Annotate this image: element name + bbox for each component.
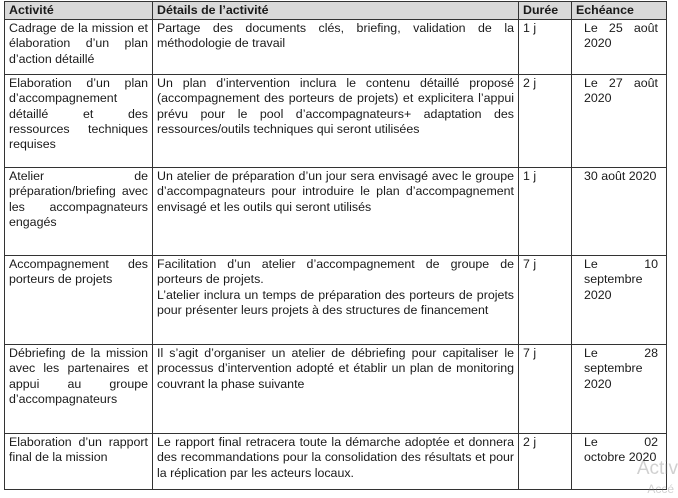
- cell-activite: Elaboration d’un rapport final de la mission: [5, 434, 153, 490]
- details-paragraph-2: L’atelier inclura un temps de préparation des porteurs de projets pour présenter leurs projets à des structures de financement: [157, 287, 514, 317]
- cell-activite: Elaboration d’un plan d’accompagnement détaillé et des ressources techniques requises: [5, 75, 153, 168]
- cell-duree: 1 j: [519, 168, 572, 256]
- cell-details: [153, 256, 519, 345]
- cell-duree: 2 j: [519, 75, 572, 168]
- header-details: Détails de l’activité: [153, 2, 519, 20]
- table-row: [5, 75, 667, 168]
- table-row: [5, 256, 667, 345]
- cell-echeance: Le 28 septembre 2020: [572, 345, 667, 434]
- cell-activite: Débriefing de la mission avec les partenaires et appui au groupe d’accompagnateurs: [5, 345, 153, 434]
- header-echeance: Echéance: [572, 2, 667, 20]
- cell-echeance: Le 10 septembre 2020: [572, 256, 667, 345]
- cell-activite: Atelier de préparation/briefing avec les accompagnateurs engagés: [5, 168, 153, 256]
- cell-duree: 1 j: [519, 20, 572, 75]
- table-row: [5, 434, 667, 490]
- activity-table: [4, 1, 667, 490]
- cell-echeance: 30 août 2020: [572, 168, 667, 256]
- cell-details: Un atelier de préparation d’un jour sera envisagé avec le groupe d’accompagnateurs pour introduire le plan d’accompagnement envisagé et les outils qui seront utilisés: [153, 168, 519, 256]
- cell-details: Un plan d’intervention inclura le contenu détaillé proposé (accompagnement des porteurs de projets) et explicitera l’appui prévu pour le pool d’accompagnateurs+ adaptation des ressources/outils techniques qui seront utilisées: [153, 75, 519, 168]
- table-row: [5, 168, 667, 256]
- details-paragraph-1: Facilitation d’un atelier d’accompagnement de groupe de porteurs de projets.: [157, 257, 514, 287]
- cell-duree: 2 j: [519, 434, 572, 490]
- header-duree: Durée: [519, 2, 572, 20]
- cell-echeance: Le 02 octobre 2020: [572, 434, 667, 490]
- cell-echeance: Le 25 août 2020: [572, 20, 667, 75]
- activation-watermark: Activ: [636, 458, 678, 479]
- table-row: [5, 345, 667, 434]
- cell-details: Le rapport final retracera toute la démarche adoptée et donnera des recommandations pour la consolidation des résultats et pour la réplication par les acteurs locaux.: [153, 434, 519, 490]
- cell-duree: 7 j: [519, 345, 572, 434]
- table-header-row: [5, 2, 667, 20]
- table-row: [5, 20, 667, 75]
- activation-watermark-sub: Accé: [647, 482, 674, 496]
- cell-echeance: Le 27 août 2020: [572, 75, 667, 168]
- cell-details: Partage des documents clés, briefing, validation de la méthodologie de travail: [153, 20, 519, 75]
- cell-duree: 7 j: [519, 256, 572, 345]
- cell-details: Il s’agit d’organiser un atelier de débriefing pour capitaliser le processus d’intervention adopté et établir un plan de monitoring couvrant la phase suivante: [153, 345, 519, 434]
- cell-activite: Accompagnement des porteurs de projets: [5, 256, 153, 345]
- header-activite: Activité: [5, 2, 153, 20]
- cell-activite: Cadrage de la mission et élaboration d’un plan d’action détaillé: [5, 20, 153, 75]
